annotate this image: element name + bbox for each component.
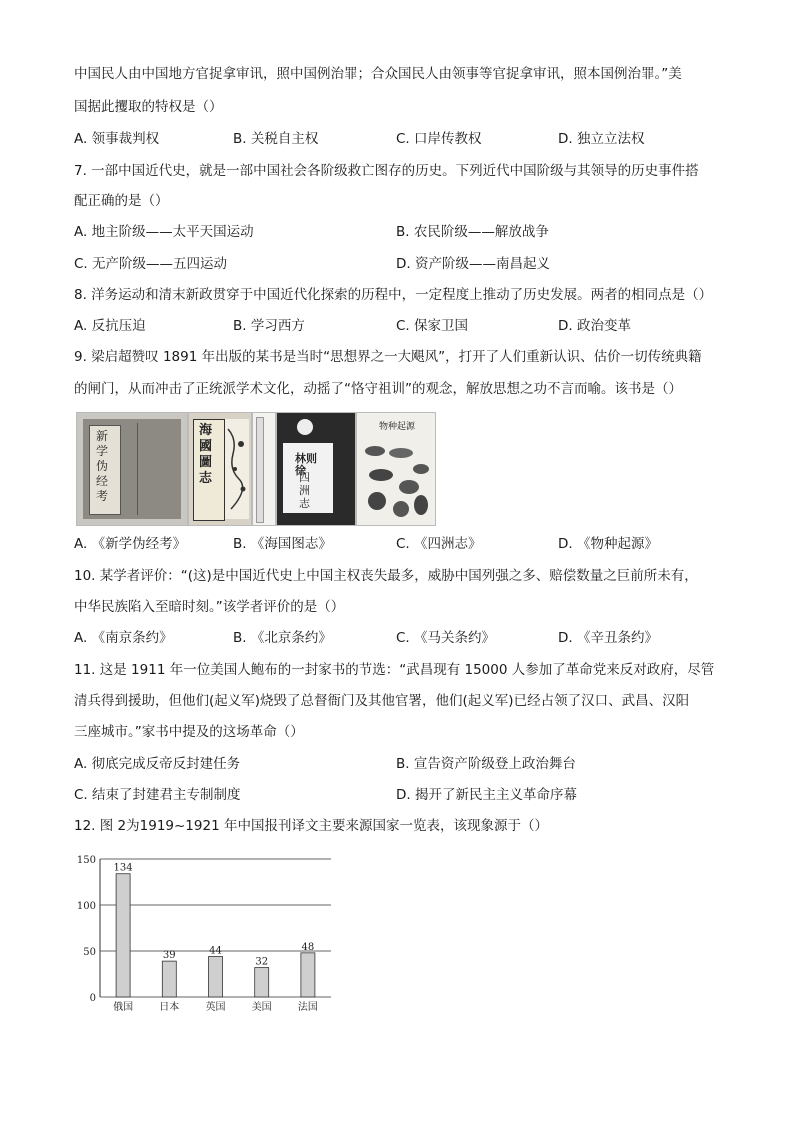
y-tick-label: 50 (83, 947, 96, 958)
q7-stem-line-1: 7. 一部中国近代史，就是一部中国社会各阶级救亡图存的历史。下列近代中国阶级与其领导的历史事件搭 (74, 163, 699, 179)
q8-option-c: C. 保家卫国 (396, 318, 469, 334)
q10-option-a: A. 《南京条约》 (74, 630, 173, 646)
q11-stem-line-1: 11. 这是 1911 年一位美国人鲍布的一封家书的节选：“武昌现有 15000 人参加了革命党来反对政府，尽管 (74, 662, 715, 678)
q10-option-b: B. 《北京条约》 (233, 630, 332, 646)
q11-option-c: C. 结束了封建君主专制制度 (74, 787, 241, 803)
q11-option-a: A. 彻底完成反帝反封建任务 (74, 756, 241, 772)
q11-option-d: D. 揭开了新民主主义革命序幕 (396, 787, 577, 803)
y-tick-label: 150 (76, 855, 96, 866)
q7-option-d: D. 资产阶级——南昌起义 (396, 256, 550, 272)
book-title-origin: 物种起源 (379, 422, 416, 432)
book-photo-sizhou-zhi (276, 412, 356, 526)
bar-chart (76, 850, 346, 1020)
q9-stem-line-2: 的闸门，从而冲击了正统派学术文化，动摇了“恪守祖训”的观念，解放思想之功不言而喻。该书是（） (74, 381, 682, 397)
q12-stem-line-1: 12. 图 2为1919~1921 年中国报刊译文主要来源国家一览表，该现象源于（） (74, 818, 548, 834)
book-title-xinxue: 新学伪经考 (96, 429, 109, 503)
data-label: 32 (255, 956, 269, 968)
bar (255, 968, 269, 997)
q7-stem-line-2: 配正确的是（） (74, 193, 169, 209)
q9-option-a: A. 《新学伪经考》 (74, 536, 187, 552)
q6-option-a: A. 领事裁判权 (74, 131, 160, 147)
data-label: 44 (209, 945, 222, 957)
book-photo-origin-of-species (356, 412, 436, 526)
bar (162, 961, 176, 997)
q7-option-a: A. 地主阶级——太平天国运动 (74, 224, 254, 240)
q11-option-b: B. 宣告资产阶级登上政治舞台 (396, 756, 576, 772)
q6-stem-line-2: 国据此攫取的特权是（） (74, 99, 223, 115)
q10-option-d: D. 《辛丑条约》 (558, 630, 658, 646)
book-photo-xinxue-weijing-kao (76, 412, 188, 526)
x-tick-label: 法国 (297, 1002, 318, 1013)
data-label: 134 (113, 862, 133, 874)
q7-option-c: C. 无产阶级——五四运动 (74, 256, 228, 272)
book-title-haiguo: 海國圖志 (199, 423, 213, 486)
q6-stem-line-1: 中国民人由中国地方官捉拿审讯，照中国例治罪；合众国民人由领事等官捉拿审讯，照本国例治罪。”美 (74, 66, 682, 82)
q9-option-d: D. 《物种起源》 (558, 536, 658, 552)
x-tick-label: 俄国 (113, 1002, 134, 1013)
q10-stem-line-2: 中华民族陷入至暗时刻。”该学者评价的是（） (74, 599, 345, 615)
q6-option-b: B. 关税自主权 (233, 131, 319, 147)
bar (209, 957, 223, 997)
x-tick-label: 美国 (251, 1002, 272, 1013)
y-tick-label: 0 (89, 993, 96, 1004)
x-tick-label: 日本 (159, 1002, 180, 1013)
y-tick-label: 100 (76, 901, 96, 912)
map-illustration (225, 419, 249, 519)
book-author-lin: 林则徐 (295, 452, 317, 477)
q8-option-b: B. 学习西方 (233, 318, 305, 334)
book-title-sizhou: 四洲志 (299, 471, 310, 510)
data-label: 48 (301, 941, 315, 953)
bar (301, 953, 315, 997)
q8-option-a: A. 反抗压迫 (74, 318, 146, 334)
animal-illustration (361, 439, 431, 519)
q10-option-c: C. 《马关条约》 (396, 630, 496, 646)
q9-option-c: C. 《四洲志》 (396, 536, 482, 552)
book-photo-spine (252, 412, 276, 526)
q10-stem-line-1: 10. 某学者评价：“(这)是中国近代史上中国主权丧失最多，威胁中国列强之多、赔偿数量之巨前所未有， (74, 568, 698, 584)
x-tick-label: 英国 (205, 1002, 226, 1013)
q8-option-d: D. 政治变革 (558, 318, 631, 334)
q9-stem-line-1: 9. 梁启超赞叹 1891 年出版的某书是当时“思想界之一大飓风”，打开了人们重新认识、估价一切传统典籍 (74, 349, 702, 365)
q11-stem-line-3: 三座城市。”家书中提及的这场革命（） (74, 724, 304, 740)
bar (116, 874, 130, 997)
q7-option-b: B. 农民阶级——解放战争 (396, 224, 549, 240)
q6-option-d: D. 独立立法权 (558, 131, 645, 147)
q9-option-b: B. 《海国图志》 (233, 536, 332, 552)
q8-stem-line-1: 8. 洋务运动和清末新政贯穿于中国近代化探索的历程中，一定程度上推动了历史发展。两者的相同点是（） (74, 287, 713, 303)
q6-option-c: C. 口岸传教权 (396, 131, 482, 147)
data-label: 39 (162, 950, 176, 962)
q11-stem-line-2: 清兵得到援助，但他们(起义军)烧毁了总督衙门及其他官署，他们(起义军)已经占领了汉口、武昌、汉阳 (74, 693, 690, 709)
book-photo-haiguo-tuzhi (188, 412, 252, 526)
